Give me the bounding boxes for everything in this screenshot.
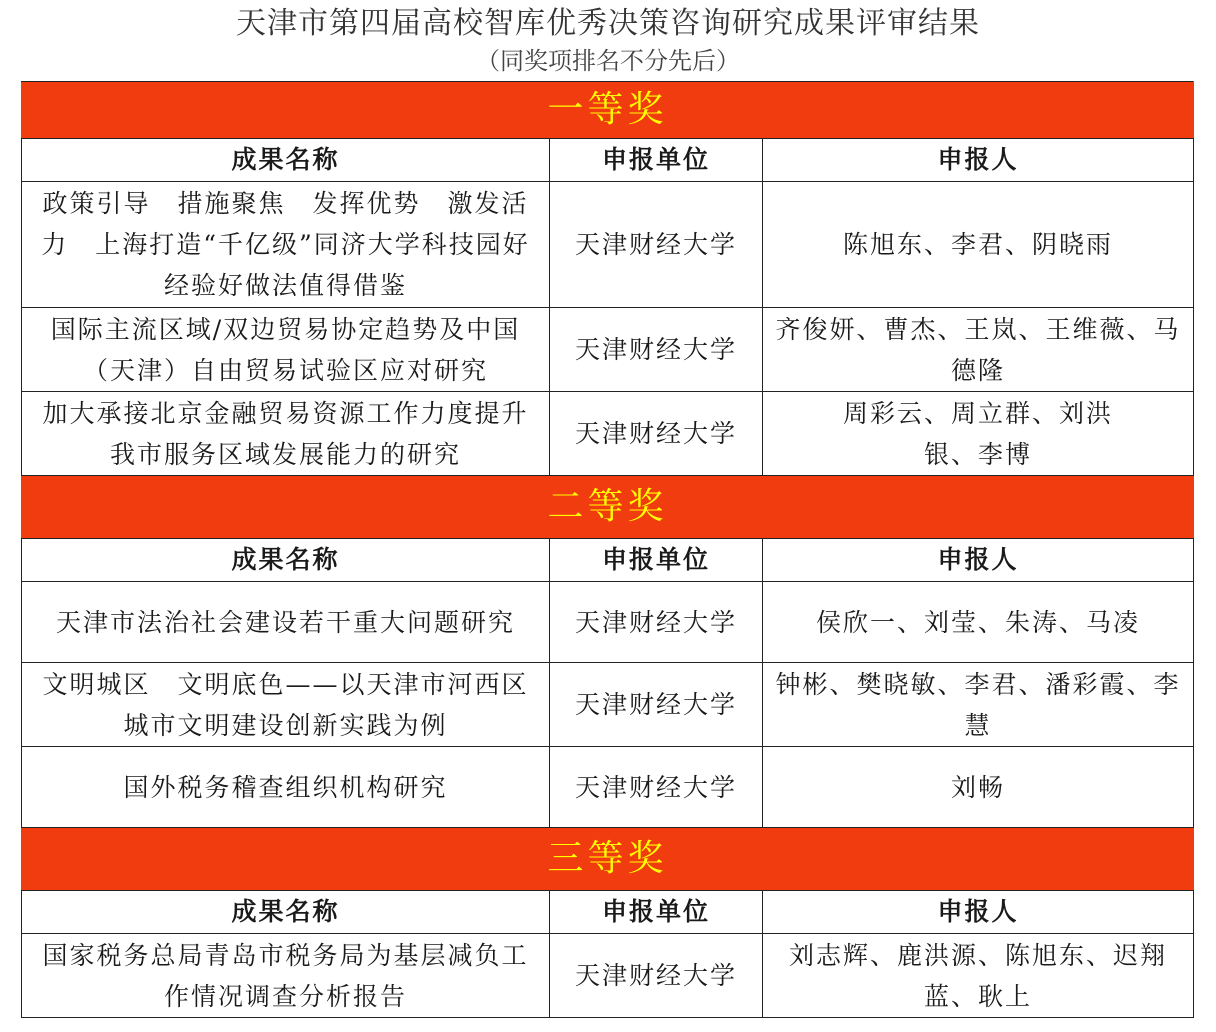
result-unit: 天津财经大学: [550, 182, 763, 308]
result-applicants: 齐俊妍、曹杰、王岚、王维薇、马德隆: [763, 308, 1194, 392]
column-header-row: [22, 891, 1194, 934]
award-band-first: [22, 82, 1194, 139]
result-unit: 天津财经大学: [550, 392, 763, 476]
table-row: [22, 934, 1194, 1018]
result-applicants: 陈旭东、李君、阴晓雨: [763, 182, 1194, 308]
result-title: 文明城区 文明底色——以天津市河西区城市文明建设创新实践为例: [22, 663, 550, 747]
result-title: 加大承接北京金融贸易资源工作力度提升我市服务区域发展能力的研究: [22, 392, 550, 476]
award-band-third: [22, 828, 1194, 891]
award-title: 三等奖: [22, 828, 1194, 891]
column-header-row: [22, 139, 1194, 182]
document-title: 天津市第四届高校智库优秀决策咨询研究成果评审结果: [236, 6, 980, 41]
award-title: 一等奖: [22, 82, 1194, 139]
result-unit: 天津财经大学: [550, 308, 763, 392]
table-row: [22, 582, 1194, 663]
col-header-applicants: 申报人: [763, 891, 1194, 934]
table-row: [22, 182, 1194, 308]
result-applicants: 刘畅: [763, 747, 1194, 828]
result-unit: 天津财经大学: [550, 582, 763, 663]
table-row: [22, 747, 1194, 828]
col-header-unit: 申报单位: [550, 891, 763, 934]
col-header-title: 成果名称: [22, 139, 550, 182]
col-header-title: 成果名称: [22, 891, 550, 934]
col-header-unit: 申报单位: [550, 139, 763, 182]
col-header-applicants: 申报人: [763, 539, 1194, 582]
result-title: 天津市法治社会建设若干重大问题研究: [22, 582, 550, 663]
table-row: [22, 308, 1194, 392]
result-unit: 天津财经大学: [550, 747, 763, 828]
result-unit: 天津财经大学: [550, 934, 763, 1018]
award-title: 二等奖: [22, 476, 1194, 539]
result-applicants: 侯欣一、刘莹、朱涛、马凌: [763, 582, 1194, 663]
result-title: 国家税务总局青岛市税务局为基层减负工作情况调查分析报告: [22, 934, 550, 1018]
results-table: [21, 81, 1194, 1018]
result-applicants: 刘志辉、鹿洪源、陈旭东、迟翔蓝、耿上: [763, 934, 1194, 1018]
column-header-row: [22, 539, 1194, 582]
result-title: 国外税务稽查组织机构研究: [22, 747, 550, 828]
table-row: [22, 663, 1194, 747]
col-header-unit: 申报单位: [550, 539, 763, 582]
award-band-second: [22, 476, 1194, 539]
col-header-applicants: 申报人: [763, 139, 1194, 182]
col-header-title: 成果名称: [22, 539, 550, 582]
result-unit: 天津财经大学: [550, 663, 763, 747]
result-title: 国际主流区域/双边贸易协定趋势及中国（天津）自由贸易试验区应对研究: [22, 308, 550, 392]
result-title: 政策引导 措施聚焦 发挥优势 激发活力 上海打造“千亿级”同济大学科技园好经验好做法值得借鉴: [22, 182, 550, 308]
table-row: [22, 392, 1194, 476]
result-applicants: 周彩云、周立群、刘洪银、李博: [763, 392, 1194, 476]
document-subtitle: （同奖项排名不分先后）: [476, 47, 740, 75]
result-applicants: 钟彬、樊晓敏、李君、潘彩霞、李慧: [763, 663, 1194, 747]
